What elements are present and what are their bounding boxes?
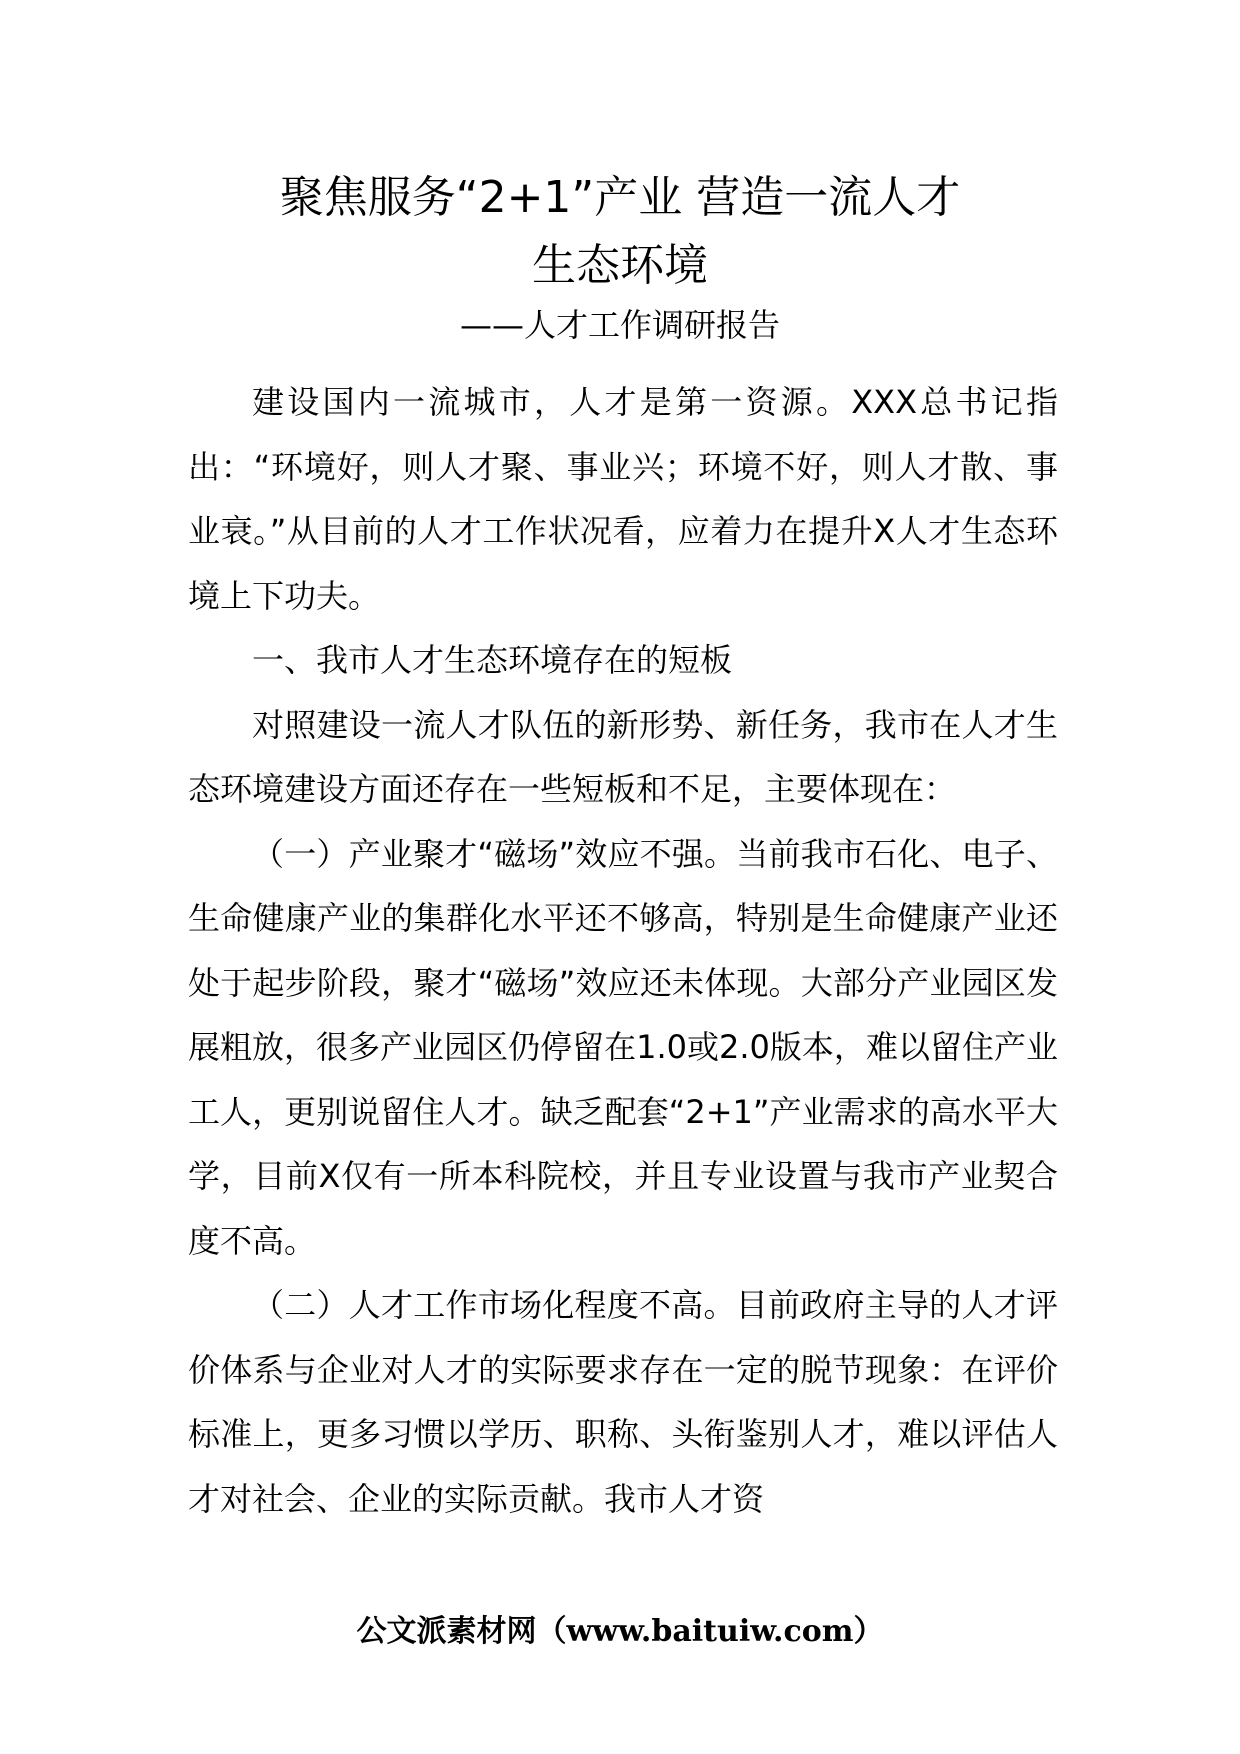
paragraph-overview: 对照建设一流人才队伍的新形势、新任务，我市在人才生态环境建设方面还存在一些短板和不足，主要体现在：: [188, 705, 1058, 808]
document-title-line-1: 聚焦服务“2+1”产业 营造一流人才: [279, 172, 961, 223]
document-subtitle: ——人才工作调研报告: [459, 306, 780, 344]
paragraph-point-1: （一）产业聚才“磁场”效应不强。当前我市石化、电子、生命健康产业的集群化水平还不够高，特别是生命健康产业还处于起步阶段，聚才“磁场”效应还未体现。大部分产业园区发展粗放，很多产业园区仍停留在1.0或2.0版本，难以留住产业工人，更别说留住人才。缺乏配套“2+1”产业需求的高水平大学，目前X仅有一所本科院校，并且专业设置与我市产业契合度不高。: [188, 834, 1058, 1260]
section-heading: 一、我市人才生态环境存在的短板: [252, 641, 733, 679]
document-body: [188, 370, 1058, 1531]
paragraph-point-2: （二）人才工作市场化程度不高。目前政府主导的人才评价体系与企业对人才的实际要求存在一定的脱节现象：在评价标准上，更多习惯以学历、职称、头衔鉴别人才，难以评估人才对社会、企业的实际贡献。我市人才资: [188, 1286, 1058, 1518]
paragraph-intro: 建设国内一流城市，人才是第一资源。XXX总书记指出：“环境好，则人才聚、事业兴；环境不好，则人才散、事业衰。”从目前的人才工作状况看，应着力在提升X人才生态环境上下功夫。: [188, 383, 1058, 615]
footer-watermark: 公文派素材网（www.baituiw.com）: [356, 1614, 884, 1649]
document-title-line-2: 生态环境: [532, 240, 708, 291]
